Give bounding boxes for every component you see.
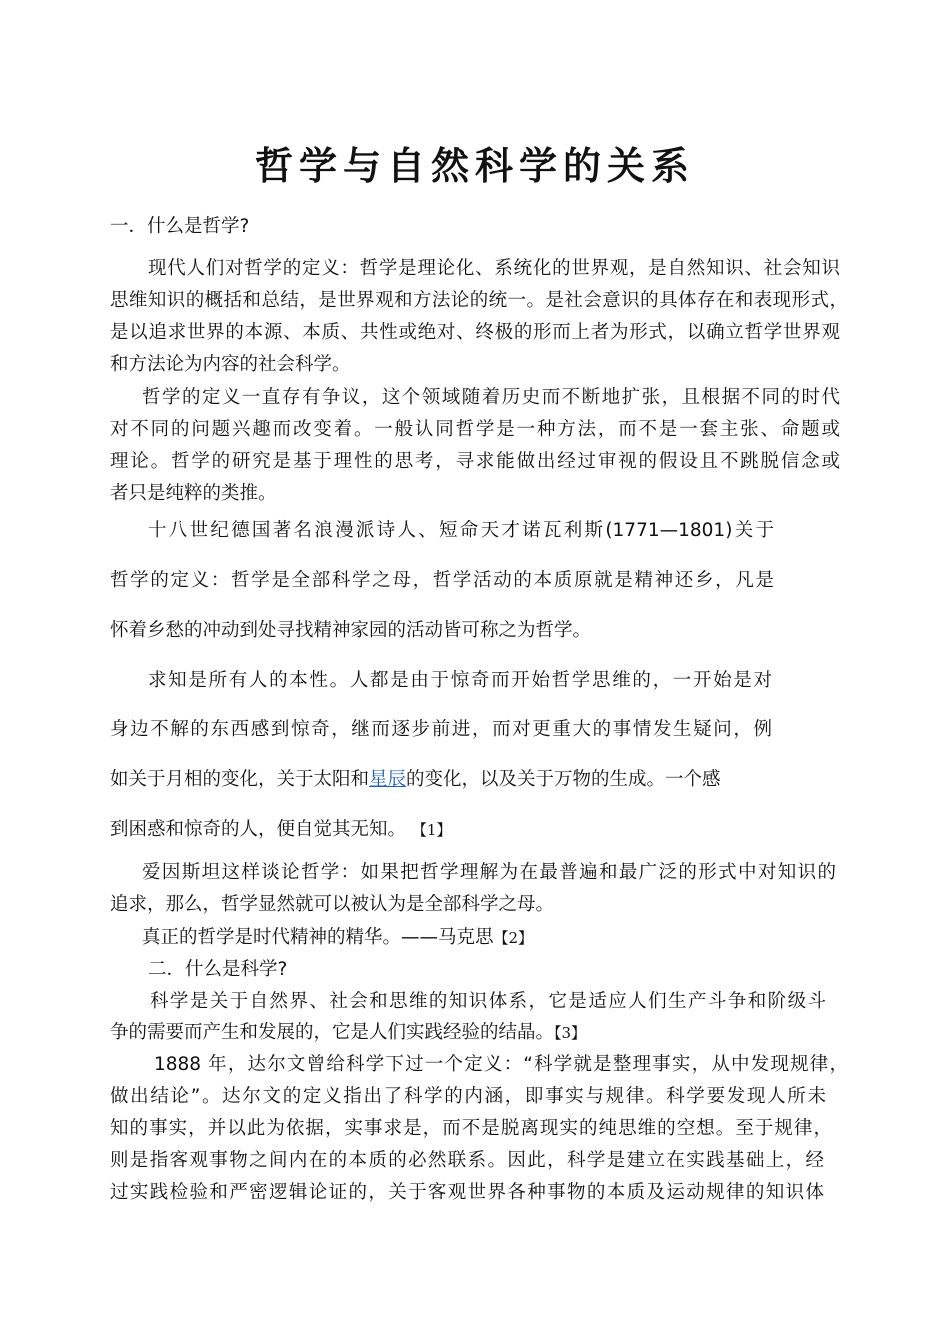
xingchen-link[interactable]: 星辰 — [369, 769, 407, 790]
paragraph-line — [142, 925, 533, 951]
paragraph-line: 则是指客观事物之间内在的本质的必然联系。因此，科学是建立在实践基础上，经 — [110, 1150, 824, 1171]
reference-marker-1: 【1】 — [411, 821, 452, 839]
text-span: 真正的哲学是时代精神的精华。——马克思 — [142, 927, 494, 948]
paragraph-line: 知的事实，并以此为依据，实事求是，而不是脱离现实的纯思维的空想。至于规律， — [110, 1118, 832, 1139]
text-span: 如关于月相的变化，关于太阳和 — [110, 769, 370, 790]
text-span: 争的需要而产生和发展的，它是人们实践经验的结晶。 — [110, 1022, 555, 1043]
paragraph-line: 过实践检验和严密逻辑论证的，关于客观世界各种事物的本质及运动规律的知识体 — [110, 1182, 824, 1203]
paragraph-line: 哲学的定义一直存有争议，这个领域随着历史而不断地扩张，且根据不同的时代 — [142, 387, 840, 408]
paragraph-line: 怀着乡愁的冲动到处寻找精神家园的活动皆可称之为哲学。 — [110, 620, 592, 641]
paragraph-line: 身边不解的东西感到惊奇，继而逐步前进，而对更重大的事情发生疑问，例 — [110, 719, 772, 740]
paragraph-line: 追求，那么，哲学显然就可以被认为是全部科学之母。 — [110, 894, 555, 915]
paragraph-line: 是以追求世界的本源、本质、共性或绝对、终极的形而上者为形式，以确立哲学世界观 — [110, 322, 840, 343]
paragraph-line: 求知是所有人的本性。人都是由于惊奇而开始哲学思维的，一开始是对 — [148, 670, 772, 691]
text-span: 的变化，以及关于万物的生成。一个感 — [406, 769, 721, 790]
paragraph-line — [110, 1020, 586, 1046]
section-heading-2: 二．什么是科学? — [148, 959, 288, 980]
paragraph-line: 十八世纪德国著名浪漫派诗人、短命天才诺瓦利斯(1771—1801)关于 — [148, 520, 774, 541]
paragraph-line: 爱因斯坦这样谈论哲学：如果把哲学理解为在最普遍和最广泛的形式中对知识的 — [142, 862, 836, 883]
paragraph-line: 现代人们对哲学的定义：哲学是理论化、系统化的世界观，是自然知识、社会知识 — [148, 258, 840, 279]
paragraph-line: 1888 年，达尔文曾给科学下过一个定义：“科学就是整理事实，从中发现规律， — [154, 1054, 848, 1075]
paragraph-line: 做出结论”。达尔文的定义指出了科学的内涵，即事实与规律。科学要发现人所未 — [110, 1086, 826, 1107]
paragraph-line: 对不同的问题兴趣而改变着。一般认同哲学是一种方法，而不是一套主张、命题或 — [110, 419, 840, 440]
paragraph-line: 哲学的定义：哲学是全部科学之母，哲学活动的本质原就是精神还乡，凡是 — [110, 570, 774, 591]
reference-marker-3: 【3】 — [554, 1024, 587, 1042]
paragraph-line: 者只是纯粹的类推。 — [110, 483, 277, 504]
paragraph-line: 科学是关于自然界、社会和思维的知识体系，它是适应人们生产斗争和阶级斗 — [150, 991, 826, 1012]
paragraph-line — [110, 767, 721, 793]
section-heading-1: 一．什么是哲学? — [110, 216, 250, 237]
paragraph-line: 和方法论为内容的社会科学。 — [110, 354, 351, 375]
paragraph-line: 理论。哲学的研究是基于理性的思考，寻求能做出经过审视的假设且不跳脱信念或 — [110, 451, 840, 472]
document-title: 哲学与自然科学的关系 — [254, 143, 695, 188]
text-span: 到困惑和惊奇的人，便自觉其无知。 — [110, 819, 407, 840]
paragraph-line — [110, 817, 451, 843]
reference-marker-2: 【2】 — [493, 929, 534, 947]
paragraph-line: 思维知识的概括和总结，是世界观和方法论的统一。是社会意识的具体存在和表现形式， — [110, 290, 848, 311]
